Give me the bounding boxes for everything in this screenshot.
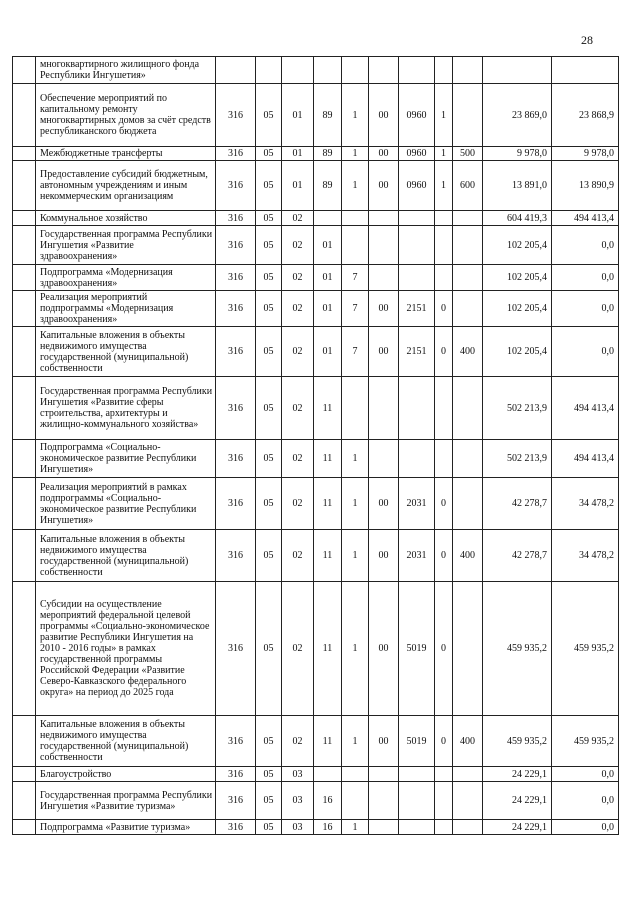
cell-grbs: 316 [216, 716, 256, 767]
cell-code-b: 0960 [399, 147, 435, 161]
cell-expense-type [453, 377, 483, 440]
row-name: Реализация мероприятий в рамках подпрограммы «Социально-экономическое развитие Республики Ингушетия» [36, 478, 216, 530]
budget-table [12, 56, 619, 835]
row-name: Подпрограмма «Социально-экономическое развитие Республики Ингушетия» [36, 440, 216, 478]
cell-code-a: 00 [369, 84, 399, 147]
cell-grbs: 316 [216, 582, 256, 716]
cell-section: 05 [256, 226, 282, 265]
cell-blank [13, 530, 36, 582]
table-row [13, 226, 619, 265]
cell-subprogram: 1 [342, 530, 369, 582]
cell-subprogram: 1 [342, 440, 369, 478]
cell-expense-type [453, 211, 483, 226]
cell-section: 05 [256, 440, 282, 478]
cell-section: 05 [256, 161, 282, 211]
cell-code-c [435, 782, 453, 820]
cell-grbs: 316 [216, 530, 256, 582]
cell-expense-type [453, 582, 483, 716]
cell-program [314, 767, 342, 782]
cell-sum-planned: 24 229,1 [483, 820, 552, 835]
cell-blank [13, 716, 36, 767]
cell-sum-planned [483, 57, 552, 84]
table-row [13, 478, 619, 530]
cell-code-b: 2031 [399, 530, 435, 582]
cell-subsection: 01 [282, 161, 314, 211]
cell-sum-actual: 0,0 [552, 226, 619, 265]
cell-blank [13, 377, 36, 440]
cell-sum-actual: 9 978,0 [552, 147, 619, 161]
cell-code-c: 1 [435, 84, 453, 147]
row-name: Государственная программа Республики Ингушетия «Развитие здравоохранения» [36, 226, 216, 265]
cell-grbs [216, 57, 256, 84]
cell-sum-planned: 502 213,9 [483, 377, 552, 440]
cell-expense-type: 600 [453, 161, 483, 211]
cell-code-b: 2151 [399, 291, 435, 327]
cell-grbs: 316 [216, 478, 256, 530]
cell-subprogram: 1 [342, 161, 369, 211]
cell-sum-planned: 459 935,2 [483, 716, 552, 767]
row-name: Капитальные вложения в объекты недвижимого имущества государственной (муниципальной) собственности [36, 327, 216, 377]
cell-blank [13, 57, 36, 84]
cell-subprogram [342, 767, 369, 782]
cell-code-c: 0 [435, 291, 453, 327]
cell-code-b: 2151 [399, 327, 435, 377]
cell-code-c: 1 [435, 147, 453, 161]
cell-sum-actual: 13 890,9 [552, 161, 619, 211]
cell-sum-actual: 459 935,2 [552, 716, 619, 767]
cell-sum-actual: 0,0 [552, 265, 619, 291]
cell-section: 05 [256, 582, 282, 716]
cell-program: 11 [314, 582, 342, 716]
cell-program: 01 [314, 226, 342, 265]
table-row [13, 782, 619, 820]
cell-code-b [399, 440, 435, 478]
cell-subsection: 02 [282, 440, 314, 478]
cell-code-c: 1 [435, 161, 453, 211]
cell-grbs: 316 [216, 265, 256, 291]
cell-section [256, 57, 282, 84]
cell-sum-actual: 0,0 [552, 820, 619, 835]
cell-subsection: 02 [282, 478, 314, 530]
cell-sum-actual: 0,0 [552, 767, 619, 782]
cell-code-a: 00 [369, 327, 399, 377]
cell-code-b [399, 57, 435, 84]
table-row [13, 211, 619, 226]
cell-code-c: 0 [435, 530, 453, 582]
table-row [13, 327, 619, 377]
cell-sum-actual: 494 413,4 [552, 377, 619, 440]
cell-code-b [399, 820, 435, 835]
cell-subsection: 03 [282, 782, 314, 820]
cell-code-b [399, 211, 435, 226]
cell-code-c [435, 767, 453, 782]
cell-program: 01 [314, 291, 342, 327]
cell-subsection: 01 [282, 84, 314, 147]
cell-code-a [369, 226, 399, 265]
cell-expense-type: 500 [453, 147, 483, 161]
cell-sum-actual: 0,0 [552, 782, 619, 820]
cell-code-c [435, 377, 453, 440]
table-row [13, 161, 619, 211]
cell-subsection [282, 57, 314, 84]
table-row [13, 440, 619, 478]
cell-subsection: 02 [282, 530, 314, 582]
cell-section: 05 [256, 820, 282, 835]
cell-program: 01 [314, 265, 342, 291]
table-row [13, 84, 619, 147]
cell-sum-actual: 494 413,4 [552, 211, 619, 226]
cell-code-a [369, 377, 399, 440]
cell-code-b [399, 226, 435, 265]
cell-code-a: 00 [369, 582, 399, 716]
cell-blank [13, 226, 36, 265]
cell-subsection: 02 [282, 377, 314, 440]
cell-subprogram: 1 [342, 147, 369, 161]
cell-code-a [369, 57, 399, 84]
cell-program: 16 [314, 820, 342, 835]
cell-subprogram: 7 [342, 327, 369, 377]
cell-code-b: 5019 [399, 716, 435, 767]
cell-subsection: 02 [282, 582, 314, 716]
cell-code-a: 00 [369, 530, 399, 582]
cell-subprogram [342, 377, 369, 440]
cell-code-a: 00 [369, 716, 399, 767]
table-row [13, 530, 619, 582]
cell-expense-type [453, 265, 483, 291]
cell-sum-actual: 0,0 [552, 327, 619, 377]
cell-code-c [435, 820, 453, 835]
cell-expense-type [453, 57, 483, 84]
row-name: Капитальные вложения в объекты недвижимого имущества государственной (муниципальной) собственности [36, 716, 216, 767]
cell-grbs: 316 [216, 820, 256, 835]
cell-expense-type [453, 440, 483, 478]
cell-code-a [369, 211, 399, 226]
cell-blank [13, 291, 36, 327]
cell-code-c [435, 57, 453, 84]
cell-subsection: 02 [282, 226, 314, 265]
cell-grbs: 316 [216, 84, 256, 147]
table-row [13, 716, 619, 767]
cell-blank [13, 84, 36, 147]
cell-code-c: 0 [435, 478, 453, 530]
cell-code-a [369, 265, 399, 291]
cell-code-a [369, 440, 399, 478]
cell-subprogram: 1 [342, 716, 369, 767]
cell-program: 11 [314, 478, 342, 530]
cell-blank [13, 767, 36, 782]
cell-subsection: 03 [282, 767, 314, 782]
cell-program [314, 211, 342, 226]
table-row [13, 265, 619, 291]
cell-section: 05 [256, 147, 282, 161]
cell-sum-planned: 9 978,0 [483, 147, 552, 161]
cell-expense-type [453, 226, 483, 265]
cell-grbs: 316 [216, 161, 256, 211]
cell-expense-type [453, 291, 483, 327]
cell-subprogram: 1 [342, 820, 369, 835]
cell-section: 05 [256, 767, 282, 782]
cell-code-a: 00 [369, 147, 399, 161]
cell-code-b: 5019 [399, 582, 435, 716]
cell-expense-type [453, 84, 483, 147]
cell-subprogram [342, 226, 369, 265]
cell-sum-planned: 23 869,0 [483, 84, 552, 147]
cell-subprogram [342, 57, 369, 84]
cell-code-c [435, 440, 453, 478]
cell-program: 89 [314, 84, 342, 147]
cell-grbs: 316 [216, 782, 256, 820]
cell-sum-actual: 494 413,4 [552, 440, 619, 478]
cell-program: 11 [314, 440, 342, 478]
cell-sum-actual: 23 868,9 [552, 84, 619, 147]
cell-code-a [369, 782, 399, 820]
cell-subsection: 02 [282, 716, 314, 767]
cell-code-b [399, 265, 435, 291]
table-row [13, 767, 619, 782]
cell-code-a [369, 820, 399, 835]
cell-code-c: 0 [435, 327, 453, 377]
row-name: Государственная программа Республики Ингушетия «Развитие туризма» [36, 782, 216, 820]
cell-code-a: 00 [369, 478, 399, 530]
cell-subprogram: 1 [342, 582, 369, 716]
row-name: Благоустройство [36, 767, 216, 782]
cell-program: 11 [314, 530, 342, 582]
row-name: Капитальные вложения в объекты недвижимого имущества государственной (муниципальной) собственности [36, 530, 216, 582]
cell-code-a: 00 [369, 291, 399, 327]
cell-code-a [369, 767, 399, 782]
cell-sum-planned: 502 213,9 [483, 440, 552, 478]
cell-section: 05 [256, 782, 282, 820]
cell-section: 05 [256, 265, 282, 291]
cell-subsection: 03 [282, 820, 314, 835]
cell-subsection: 02 [282, 327, 314, 377]
row-name: многоквартирного жилищного фонда Республики Ингушетия» [36, 57, 216, 84]
table-row [13, 57, 619, 84]
cell-grbs: 316 [216, 377, 256, 440]
cell-sum-actual [552, 57, 619, 84]
cell-expense-type [453, 782, 483, 820]
cell-code-c [435, 226, 453, 265]
row-name: Коммунальное хозяйство [36, 211, 216, 226]
cell-code-b [399, 767, 435, 782]
cell-grbs: 316 [216, 327, 256, 377]
cell-sum-planned: 42 278,7 [483, 530, 552, 582]
cell-subsection: 02 [282, 265, 314, 291]
cell-section: 05 [256, 291, 282, 327]
cell-sum-planned: 102 205,4 [483, 265, 552, 291]
cell-sum-planned: 102 205,4 [483, 226, 552, 265]
cell-grbs: 316 [216, 291, 256, 327]
cell-blank [13, 820, 36, 835]
cell-expense-type: 400 [453, 327, 483, 377]
row-name: Субсидии на осуществление мероприятий федеральной целевой программы «Социально-экономическое развитие Республики Ингушетия на 2010 - 2016 годы» в рамках государственной программы Российской Федерации «Развитие Северо-Кавказского федерального округа» на период до 2025 года [36, 582, 216, 716]
row-name: Предоставление субсидий бюджетным, автономным учреждениям и иным некоммерческим организациям [36, 161, 216, 211]
cell-grbs: 316 [216, 767, 256, 782]
cell-grbs: 316 [216, 440, 256, 478]
row-name: Подпрограмма «Модернизация здравоохранения» [36, 265, 216, 291]
cell-sum-planned: 42 278,7 [483, 478, 552, 530]
cell-blank [13, 440, 36, 478]
cell-program: 11 [314, 716, 342, 767]
cell-subprogram: 1 [342, 478, 369, 530]
cell-section: 05 [256, 478, 282, 530]
cell-code-b [399, 377, 435, 440]
page-number: 28 [581, 33, 593, 47]
cell-code-b [399, 782, 435, 820]
cell-program: 01 [314, 327, 342, 377]
cell-section: 05 [256, 530, 282, 582]
table-row [13, 147, 619, 161]
table-row [13, 291, 619, 327]
table-row [13, 820, 619, 835]
cell-section: 05 [256, 327, 282, 377]
cell-sum-planned: 13 891,0 [483, 161, 552, 211]
cell-subprogram [342, 782, 369, 820]
row-name: Подпрограмма «Развитие туризма» [36, 820, 216, 835]
cell-expense-type [453, 820, 483, 835]
cell-sum-planned: 102 205,4 [483, 291, 552, 327]
cell-sum-actual: 34 478,2 [552, 478, 619, 530]
row-name: Государственная программа Республики Ингушетия «Развитие сферы строительства, архитектуры и жилищно-коммунального хозяйства» [36, 377, 216, 440]
cell-program: 89 [314, 161, 342, 211]
cell-sum-actual: 459 935,2 [552, 582, 619, 716]
cell-subsection: 02 [282, 291, 314, 327]
row-name: Обеспечение мероприятий по капитальному ремонту многоквартирных домов за счёт средств республиканского бюджета [36, 84, 216, 147]
cell-expense-type: 400 [453, 716, 483, 767]
cell-grbs: 316 [216, 211, 256, 226]
cell-sum-actual: 0,0 [552, 291, 619, 327]
cell-section: 05 [256, 84, 282, 147]
cell-sum-planned: 604 419,3 [483, 211, 552, 226]
cell-blank [13, 582, 36, 716]
cell-blank [13, 211, 36, 226]
cell-grbs: 316 [216, 147, 256, 161]
cell-program: 16 [314, 782, 342, 820]
cell-subsection: 01 [282, 147, 314, 161]
cell-subprogram: 1 [342, 84, 369, 147]
cell-code-a: 00 [369, 161, 399, 211]
cell-section: 05 [256, 377, 282, 440]
cell-code-b: 0960 [399, 84, 435, 147]
cell-sum-planned: 459 935,2 [483, 582, 552, 716]
cell-expense-type [453, 767, 483, 782]
cell-blank [13, 782, 36, 820]
cell-program [314, 57, 342, 84]
cell-subsection: 02 [282, 211, 314, 226]
cell-blank [13, 147, 36, 161]
cell-code-c [435, 211, 453, 226]
cell-blank [13, 327, 36, 377]
cell-code-c [435, 265, 453, 291]
cell-blank [13, 478, 36, 530]
cell-blank [13, 161, 36, 211]
cell-section: 05 [256, 716, 282, 767]
cell-code-b: 2031 [399, 478, 435, 530]
cell-expense-type: 400 [453, 530, 483, 582]
cell-subprogram: 7 [342, 291, 369, 327]
table-row [13, 377, 619, 440]
cell-expense-type [453, 478, 483, 530]
cell-sum-planned: 102 205,4 [483, 327, 552, 377]
cell-program: 11 [314, 377, 342, 440]
cell-subprogram [342, 211, 369, 226]
cell-code-c: 0 [435, 716, 453, 767]
cell-blank [13, 265, 36, 291]
cell-code-b: 0960 [399, 161, 435, 211]
row-name: Межбюджетные трансферты [36, 147, 216, 161]
cell-sum-planned: 24 229,1 [483, 767, 552, 782]
cell-subprogram: 7 [342, 265, 369, 291]
row-name: Реализация мероприятий подпрограммы «Модернизация здравоохранения» [36, 291, 216, 327]
cell-section: 05 [256, 211, 282, 226]
table-row [13, 582, 619, 716]
cell-grbs: 316 [216, 226, 256, 265]
cell-sum-planned: 24 229,1 [483, 782, 552, 820]
cell-sum-actual: 34 478,2 [552, 530, 619, 582]
cell-code-c: 0 [435, 582, 453, 716]
cell-program: 89 [314, 147, 342, 161]
